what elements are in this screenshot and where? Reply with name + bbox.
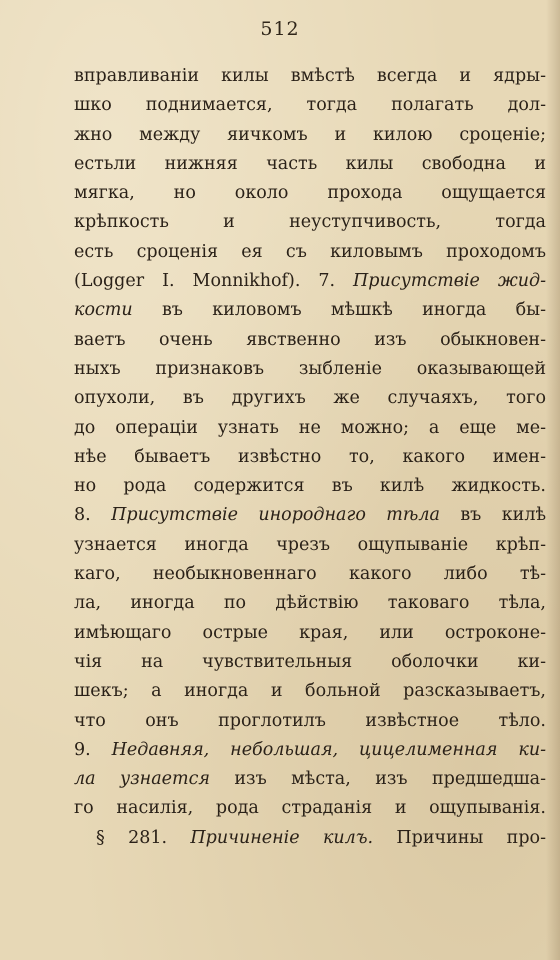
text-segment: до операціи узнать не можно; а еще ме- <box>74 417 546 438</box>
text-segment: мягка, но около прохода ощущается <box>74 183 546 204</box>
text-line <box>74 824 546 853</box>
text-line <box>74 267 546 296</box>
text-segment: шекъ; а иногда и больной разсказываетъ, <box>74 681 546 702</box>
body-text <box>74 62 546 853</box>
text-line <box>74 296 546 325</box>
text-line <box>74 501 546 530</box>
text-segment: но рода содержится въ килѣ жидкость. <box>74 476 546 497</box>
text-line <box>74 619 546 648</box>
text-line <box>74 472 546 501</box>
text-segment: изъ мѣста, изъ предшедша- <box>209 769 546 790</box>
text-segment: 8. <box>74 505 112 526</box>
text-segment: что онъ проглотилъ извѣстное тѣло. <box>74 710 546 731</box>
italic-text-segment: ла узнается <box>74 769 210 790</box>
text-segment: (Logger I. Monnikhof). 7. <box>74 271 354 292</box>
text-line <box>74 560 546 589</box>
italic-text-segment: кости <box>74 300 133 321</box>
text-segment: ныхъ признаковъ зыбленіе оказывающей <box>74 358 546 379</box>
text-line <box>74 62 546 91</box>
text-segment: 9. <box>74 739 112 760</box>
text-segment: въ киловомъ мѣшкѣ иногда бы- <box>132 300 546 321</box>
text-segment: крѣпкость и неуступчивость, тогда <box>74 212 546 233</box>
page-number: 512 <box>260 18 300 40</box>
text-line <box>74 531 546 560</box>
text-segment: Причины про- <box>373 827 546 848</box>
text-segment: ваетъ очень явственно изъ обыкновен- <box>74 329 546 350</box>
text-line <box>74 150 546 179</box>
text-line <box>74 384 546 413</box>
text-segment: естьли нижняя часть килы свободна и <box>74 153 546 174</box>
text-segment: имѣющаго острые края, или остроконе- <box>74 622 546 643</box>
text-line <box>74 179 546 208</box>
text-line <box>74 208 546 237</box>
text-line <box>74 794 546 823</box>
text-segment: каго, необыкновеннаго какого либо тѣ- <box>74 564 546 585</box>
text-segment: чія на чувствительныя оболочки ки- <box>74 651 546 672</box>
italic-text-segment: Присутствіе жид- <box>353 271 546 292</box>
text-line <box>74 414 546 443</box>
text-line <box>74 589 546 618</box>
text-line <box>74 443 546 472</box>
italic-text-segment: Присутствіе инороднаго тѣла <box>111 505 440 526</box>
text-line <box>74 355 546 384</box>
text-line <box>74 238 546 267</box>
text-segment: го насилія, рода страданія и ощупыванія. <box>74 798 546 819</box>
text-line <box>74 121 546 150</box>
text-segment: ла, иногда по дѣйствію таковаго тѣла, <box>74 593 546 614</box>
text-line <box>74 677 546 706</box>
text-segment: узнается иногда чрезъ ощупываніе крѣп- <box>74 534 546 555</box>
text-line <box>74 326 546 355</box>
text-segment: § 281. <box>96 827 191 848</box>
text-segment: въ килѣ <box>439 505 546 526</box>
text-line <box>74 765 546 794</box>
page-edge-shadow <box>546 0 560 960</box>
text-segment: шко поднимается, тогда полагать дол- <box>74 95 546 116</box>
text-line <box>74 648 546 677</box>
text-line <box>74 736 546 765</box>
text-segment: опухоли, въ другихъ же случаяхъ, того <box>74 388 546 409</box>
italic-text-segment: Недавняя, небольшая, цицелименная ки- <box>111 739 546 760</box>
text-line <box>74 91 546 120</box>
text-segment: есть сроценія ея съ киловымъ проходомъ <box>74 241 546 262</box>
text-segment: нѣе бываетъ извѣстно то, какого имен- <box>74 446 546 467</box>
text-line <box>74 707 546 736</box>
text-segment: жно между яичкомъ и килою сроценіе; <box>74 124 546 145</box>
text-segment: вправливаніи килы вмѣстѣ всегда и ядры- <box>74 66 546 86</box>
italic-text-segment: Причиненіе килъ. <box>190 827 374 848</box>
